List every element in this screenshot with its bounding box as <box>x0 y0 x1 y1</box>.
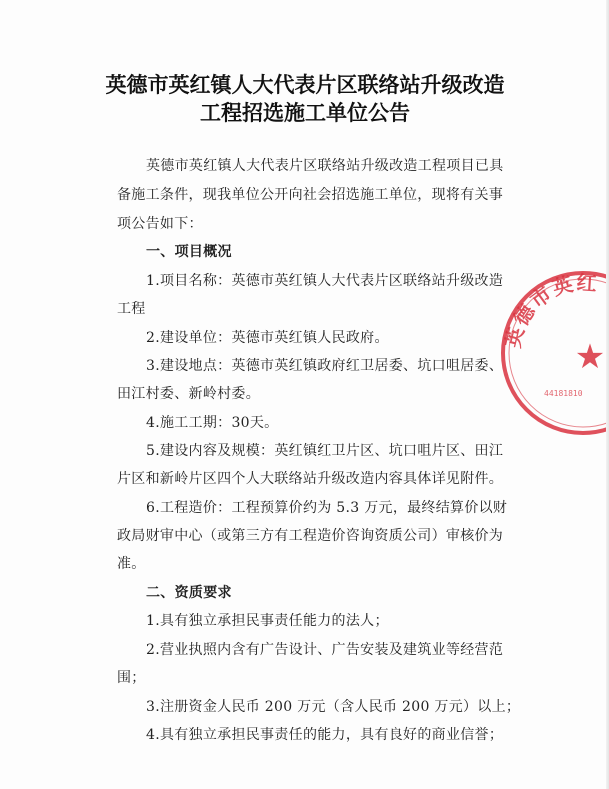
section-1-item-3-line-1: 3.建设地点：英德市英红镇政府红卫居委、坑口咀居委、 <box>146 358 504 374</box>
intro-line-1: 英德市英红镇人大代表片区联络站升级改造工程项目已具 <box>146 158 504 174</box>
intro-line-2: 备施工条件，现我单位公开向社会招选施工单位，现将有关事 <box>117 187 504 203</box>
section-1-item-2: 2.建设单位：英德市英红镇人民政府。 <box>146 330 389 346</box>
section-2-item-1: 1.具有独立承担民事责任能力的法人； <box>146 613 389 629</box>
seal-arc-text: 英德市英红 <box>500 270 600 351</box>
section-1-item-6-line-3: 准。 <box>117 556 146 572</box>
section-2-heading: 二、资质要求 <box>146 585 232 601</box>
section-2-item-2-line-1: 2.营业执照内含有广告设计、广告安装及建筑业等经营范 <box>146 642 504 658</box>
section-1-item-6-line-2: 政局财审中心（或第三方有工程造价咨询资质公司）审核价为 <box>117 528 504 544</box>
section-1-item-3-line-2: 田江村委、新岭村委。 <box>117 386 260 402</box>
document-title-line-1: 英德市英红镇人大代表片区联络站升级改造 <box>105 72 505 97</box>
section-1-item-6-line-1: 6.工程造价：工程预算价约为 5.3 万元，最终结算价以财 <box>146 500 508 516</box>
section-1-item-1-line-1: 1.项目名称：英德市英红镇人大代表片区联络站升级改造 <box>146 273 504 289</box>
intro-line-3: 项公告如下： <box>117 216 203 232</box>
seal-number: 44181810 <box>544 389 583 398</box>
section-1-item-5-line-1: 5.建设内容及规模：英红镇红卫片区、坑口咀片区、田江 <box>146 443 504 459</box>
section-2-item-2-line-2: 围； <box>117 670 146 686</box>
official-seal <box>498 268 609 438</box>
document-title-line-2: 工程招选施工单位公告 <box>200 100 410 125</box>
section-2-item-3: 3.注册资金人民币 200 万元（含人民币 200 万元）以上； <box>146 699 521 715</box>
section-1-heading: 一、项目概况 <box>146 244 232 260</box>
seal-star-icon: ★ <box>574 337 606 377</box>
section-2-item-4: 4.具有独立承担民事责任的能力，具有良好的商业信誉； <box>146 727 504 743</box>
section-1-item-5-line-2: 片区和新岭片区四个人大联络站升级改造内容具体详见附件。 <box>117 471 504 487</box>
section-1-item-4: 4.施工工期：30天。 <box>146 415 279 431</box>
section-1-item-1-line-2: 工程 <box>117 301 146 317</box>
